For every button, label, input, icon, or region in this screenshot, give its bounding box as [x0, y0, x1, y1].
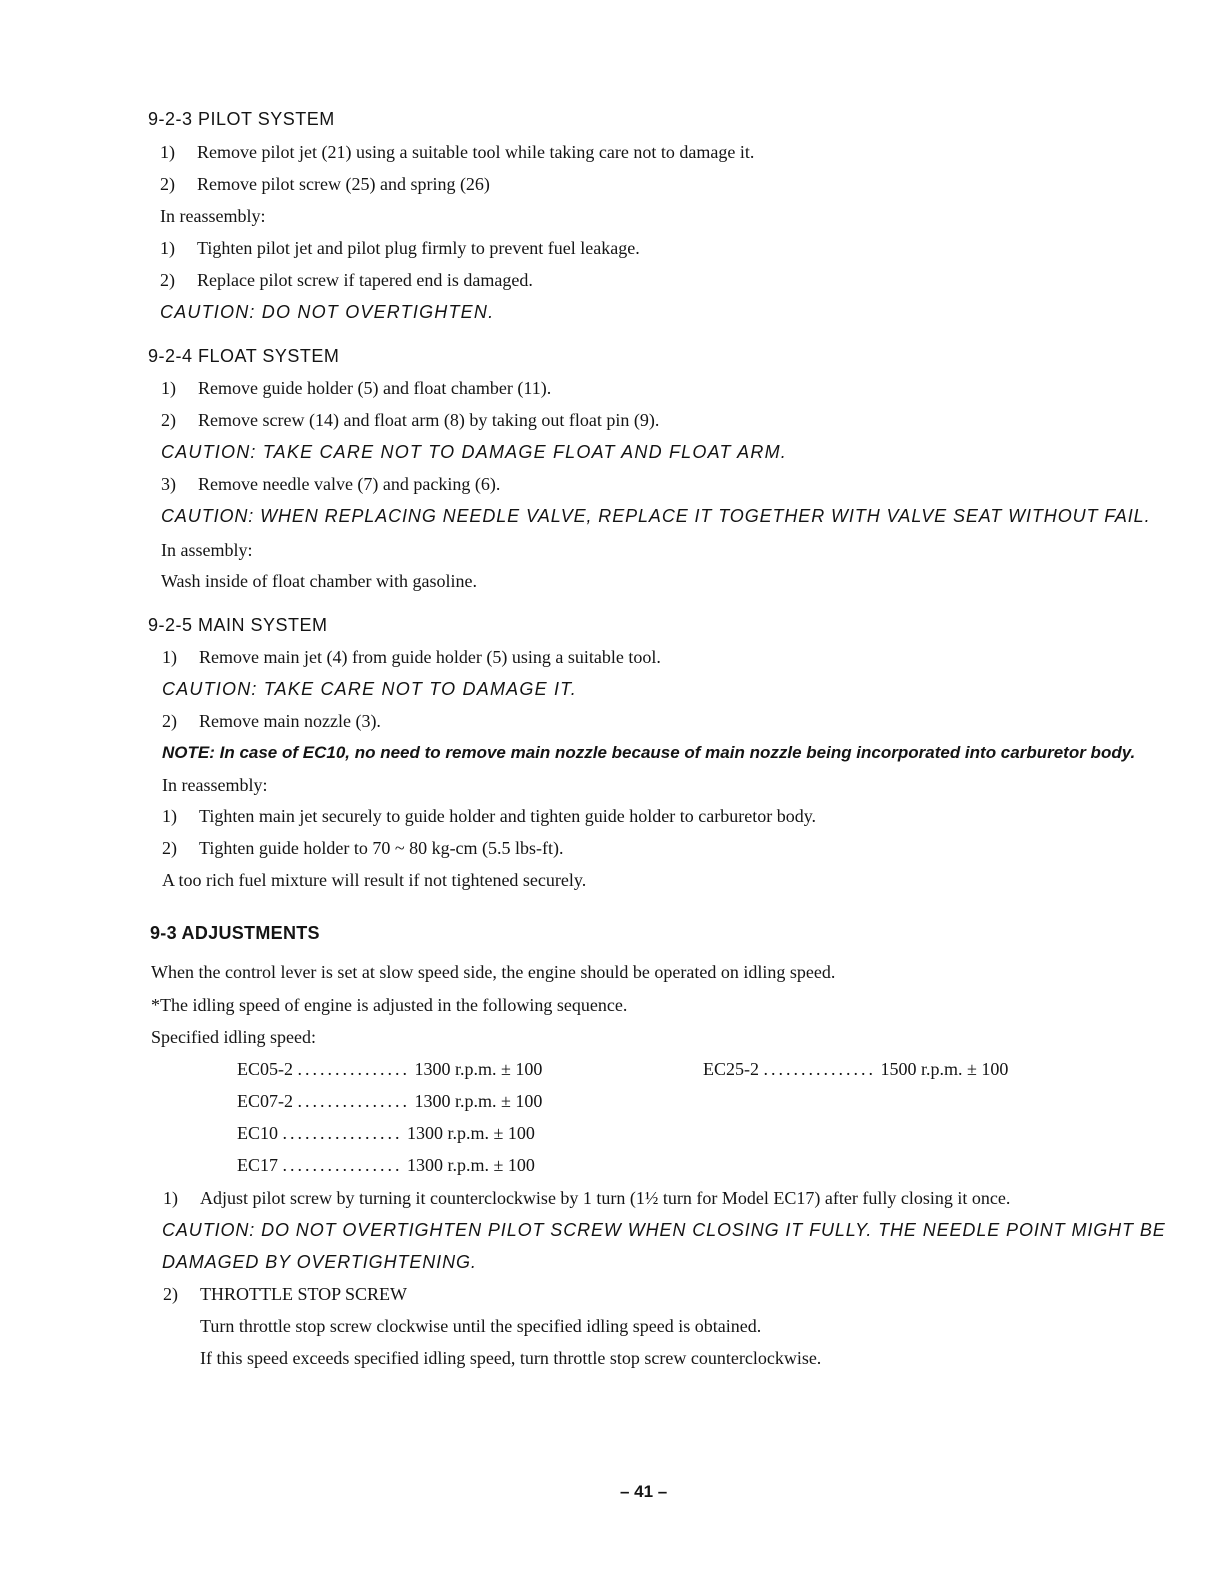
step-number: 2): [161, 410, 176, 430]
section-heading-adjustments: 9-3 ADJUSTMENTS: [150, 923, 320, 943]
step-text: Tighten main jet securely to guide holder and tighten guide holder to carburetor body.: [199, 806, 817, 826]
spec-model: EC05-2: [237, 1059, 293, 1079]
main-note: NOTE: In case of EC10, no need to remove main nozzle because of main nozzle being incorporated into carburetor body.: [162, 743, 1136, 762]
section-heading-main-system: 9-2-5 MAIN SYSTEM: [148, 615, 328, 635]
step-text: Remove screw (14) and float arm (8) by taking out float pin (9).: [198, 410, 660, 430]
pilot-step-2: [160, 175, 490, 193]
float-assembly-label: In assembly:: [161, 540, 253, 560]
step-text: Remove needle valve (7) and packing (6).: [198, 474, 501, 494]
adjust-caution-line-2: DAMAGED BY OVERTIGHTENING.: [162, 1252, 477, 1272]
section-heading-float-system: 9-2-4 FLOAT SYSTEM: [148, 346, 340, 366]
spec-row-ec10: [237, 1124, 535, 1142]
step-number: 1): [160, 142, 175, 162]
adjust-paragraph-1: When the control lever is set at slow speed side, the engine should be operated on idling speed.: [151, 962, 836, 982]
spec-model: EC10: [237, 1123, 279, 1143]
spec-leader-dots: ...............: [763, 1059, 876, 1079]
step-number: 2): [162, 838, 177, 858]
step-text: Remove main nozzle (3).: [199, 711, 381, 731]
spec-leader-dots: ...............: [297, 1059, 410, 1079]
step-text: Remove main jet (4) from guide holder (5) using a suitable tool.: [199, 647, 661, 667]
spec-row-ec07: [237, 1092, 542, 1110]
step-number: 3): [161, 474, 176, 494]
float-wash-text: Wash inside of float chamber with gasoline.: [161, 571, 477, 591]
step-text: Remove pilot jet (21) using a suitable tool while taking care not to damage it.: [197, 142, 755, 162]
page-number: – 41 –: [620, 1482, 668, 1501]
adjust-step-2: [163, 1285, 407, 1303]
spec-value: 1300 r.p.m. ± 100: [414, 1091, 543, 1111]
main-rich-mixture-text: A too rich fuel mixture will result if not tightened securely.: [162, 870, 587, 890]
step-text: Adjust pilot screw by turning it counterclockwise by 1 turn (1½ turn for Model EC17) after fully closing it once.: [200, 1188, 1011, 1208]
pilot-reassembly-step-1: [160, 239, 640, 257]
step-number: 1): [160, 238, 175, 258]
step-number: 2): [160, 270, 175, 290]
step-text: Remove guide holder (5) and float chamber (11).: [198, 378, 552, 398]
main-step-2: [162, 712, 381, 730]
float-step-3: [161, 475, 500, 493]
step-text: Remove pilot screw (25) and spring (26): [197, 174, 490, 194]
step-number: 1): [163, 1188, 178, 1208]
step-number: 1): [162, 806, 177, 826]
spec-value: 1300 r.p.m. ± 100: [407, 1123, 535, 1143]
pilot-caution: CAUTION: DO NOT OVERTIGHTEN.: [160, 302, 495, 322]
adjust-step-1: [163, 1189, 1010, 1207]
throttle-instruction-1: Turn throttle stop screw clockwise until the specified idling speed is obtained.: [200, 1316, 762, 1336]
step-text: Tighten pilot jet and pilot plug firmly to prevent fuel leakage.: [197, 238, 640, 258]
spec-row-ec05: [237, 1060, 542, 1078]
spec-leader-dots: ................: [282, 1123, 403, 1143]
float-caution-2: CAUTION: WHEN REPLACING NEEDLE VALVE, REPLACE IT TOGETHER WITH VALVE SEAT WITHOUT FAIL.: [161, 506, 1151, 526]
main-reassembly-step-2: [162, 839, 564, 857]
adjust-caution-line-1: CAUTION: DO NOT OVERTIGHTEN PILOT SCREW WHEN CLOSING IT FULLY. THE NEEDLE POINT MIGHT BE: [162, 1220, 1166, 1240]
float-caution-1: CAUTION: TAKE CARE NOT TO DAMAGE FLOAT AND FLOAT ARM.: [161, 442, 787, 462]
step-number: 2): [162, 711, 177, 731]
step-number: 2): [163, 1284, 178, 1304]
step-number: 1): [162, 647, 177, 667]
spec-row-ec25: [703, 1060, 1008, 1078]
main-reassembly-label: In reassembly:: [162, 775, 268, 795]
pilot-step-1: [160, 143, 754, 161]
pilot-reassembly-step-2: [160, 271, 533, 289]
step-number: 1): [161, 378, 176, 398]
section-heading-pilot-system: 9-2-3 PILOT SYSTEM: [148, 109, 335, 129]
main-step-1: [162, 648, 661, 666]
adjust-paragraph-2: *The idling speed of engine is adjusted in the following sequence.: [151, 995, 628, 1015]
throttle-instruction-2: If this speed exceeds specified idling speed, turn throttle stop screw counterclockwise.: [200, 1348, 822, 1368]
spec-leader-dots: ...............: [297, 1091, 410, 1111]
spec-model: EC25-2: [703, 1059, 759, 1079]
float-step-1: [161, 379, 551, 397]
main-caution: CAUTION: TAKE CARE NOT TO DAMAGE IT.: [162, 679, 577, 699]
step-number: 2): [160, 174, 175, 194]
float-step-2: [161, 411, 659, 429]
spec-value: 1300 r.p.m. ± 100: [407, 1155, 535, 1175]
spec-model: EC07-2: [237, 1091, 293, 1111]
idling-speed-label: Specified idling speed:: [151, 1027, 316, 1047]
spec-value: 1500 r.p.m. ± 100: [880, 1059, 1009, 1079]
step-text: Replace pilot screw if tapered end is damaged.: [197, 270, 533, 290]
main-reassembly-step-1: [162, 807, 816, 825]
spec-value: 1300 r.p.m. ± 100: [414, 1059, 543, 1079]
pilot-reassembly-label: In reassembly:: [160, 206, 266, 226]
step-text: Tighten guide holder to 70 ~ 80 kg-cm (5.5 lbs-ft).: [199, 838, 564, 858]
step-text: THROTTLE STOP SCREW: [200, 1284, 408, 1304]
spec-leader-dots: ................: [282, 1155, 403, 1175]
spec-row-ec17: [237, 1156, 535, 1174]
spec-model: EC17: [237, 1155, 279, 1175]
